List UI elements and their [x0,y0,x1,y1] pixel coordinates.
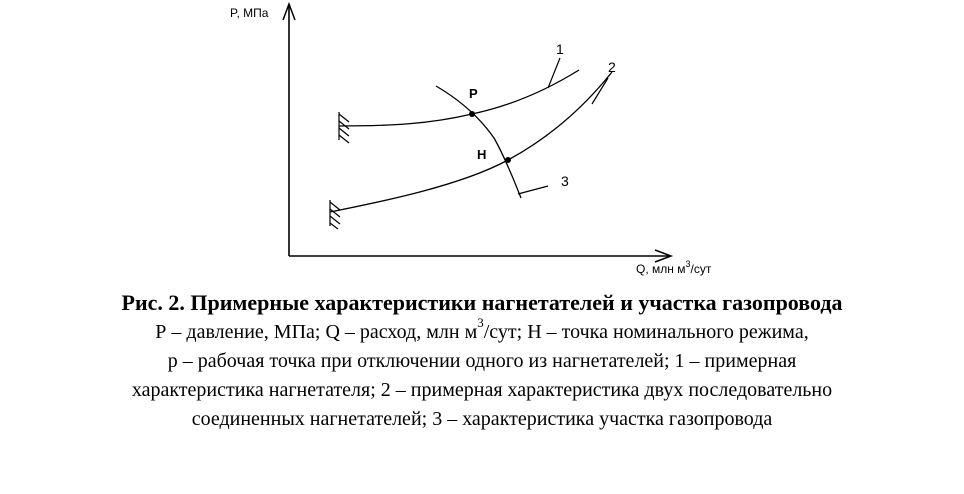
curve-3-leader [518,186,548,194]
caption-line-1: Р – давление, МПа; Q – расход, млн $м^3$/сут; Н – точка номинального режима, [155,315,809,343]
support-symbol-curve-3 [330,200,340,229]
curve-1-label: 1 [556,41,564,57]
figure-caption [0,288,964,434]
curve-1-compressor [339,70,579,126]
caption-line-2: р – рабочая точка при отключении одного из нагнетателей; 1 – примерная [167,350,797,372]
curve-2-two-compressors [508,72,612,160]
point-p-label: P [469,86,478,101]
point-p [469,111,475,117]
operating-line [436,86,521,198]
y-axis-label: P, МПа [230,6,269,20]
point-h-label: Н [477,147,487,162]
caption-title: Рис. 2. Примерные характеристики нагнетателей и участка газопровода [121,290,843,315]
curve-3-pipeline [330,160,508,212]
x-axis-label: Q, млн $м^3$/сут [636,259,712,276]
caption-line-3: характеристика нагнетателя; 2 – примерная характеристика двух последовательно [131,379,833,401]
curve-3-label: 3 [561,173,569,189]
curve-2-label: 2 [608,59,616,75]
curve-1-leader [548,58,560,88]
curve-2-leader [592,78,608,104]
caption-line-4: соединенных нагнетателей; 3 – характеристика участка газопровода [191,408,773,430]
support-symbol-curve-1 [339,112,349,143]
point-h [505,157,511,163]
